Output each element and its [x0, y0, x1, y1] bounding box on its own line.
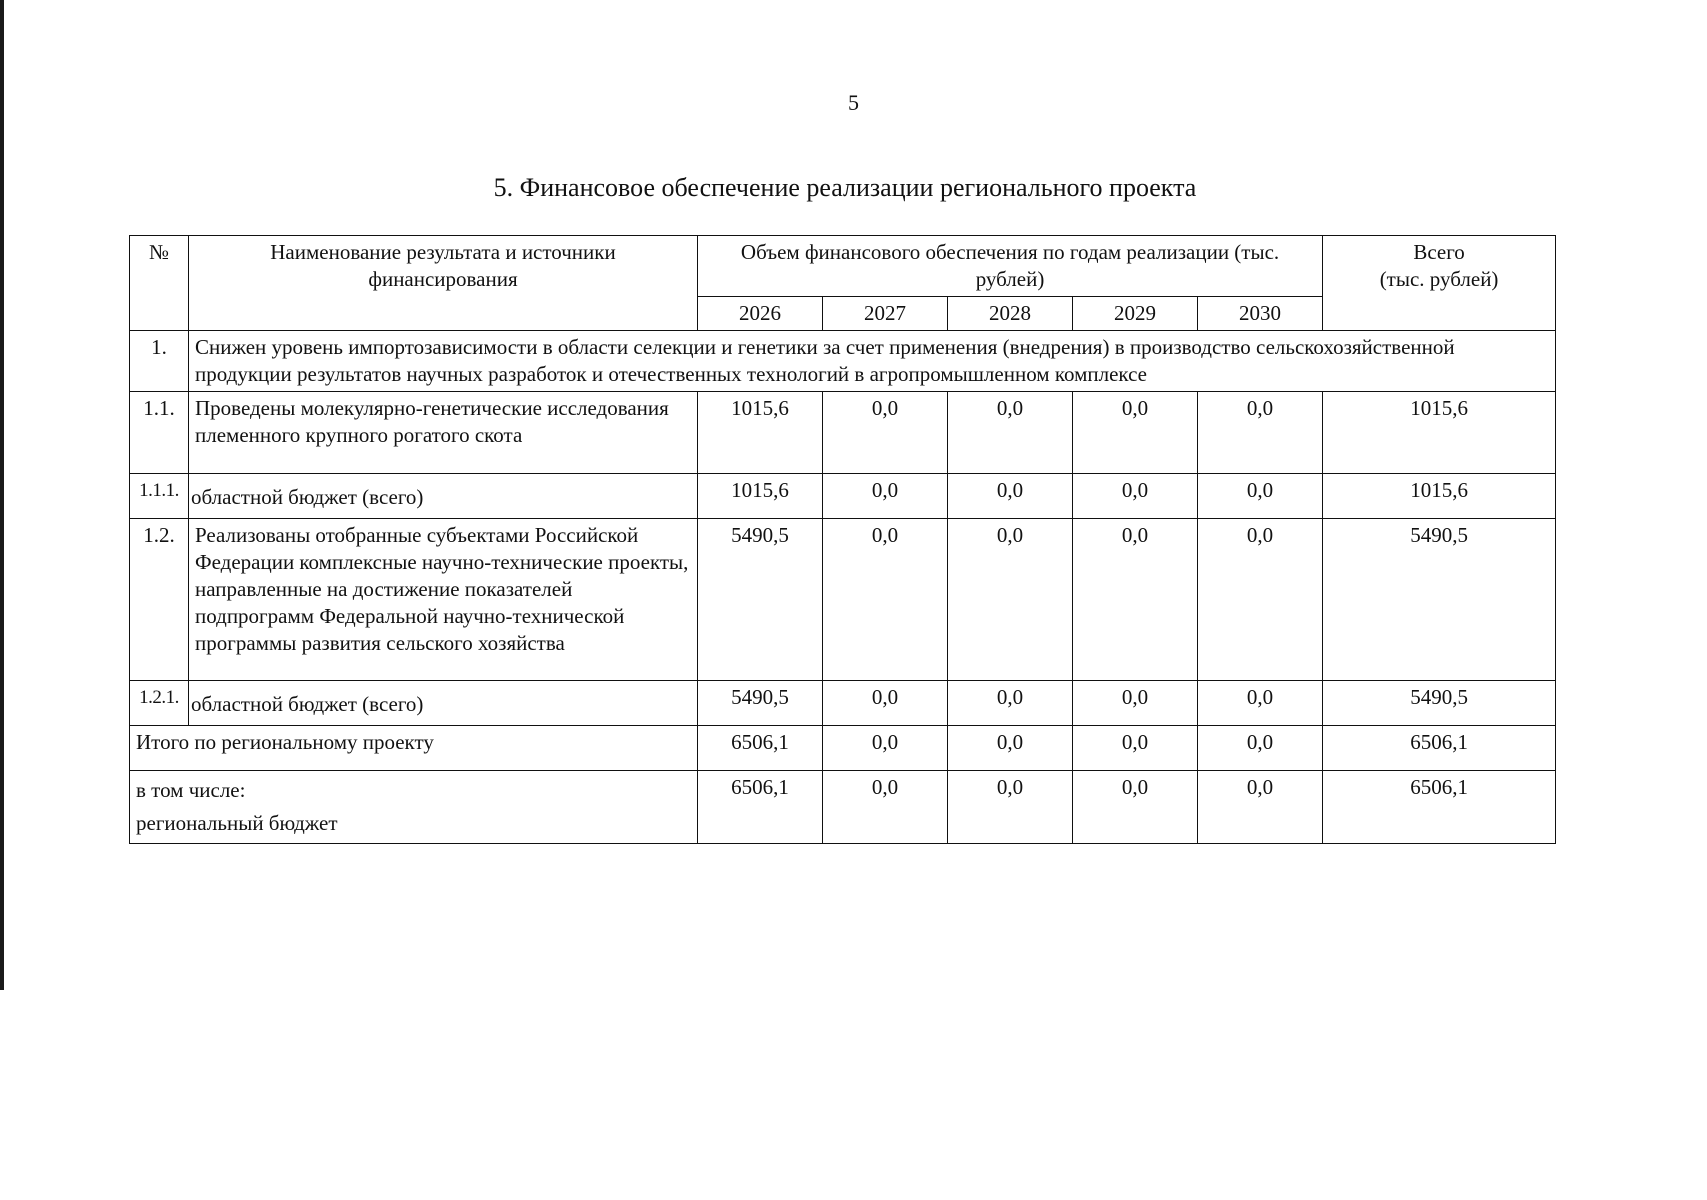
value-cell: 0,0	[948, 726, 1073, 771]
row-name: Реализованы отобранные субъектами Российской Федерации комплексные научно-технические проекты, направленные на достижение показателей подпрограмм Федеральной научно-технической программы развития сельского хозяйства	[189, 519, 698, 681]
value-cell: 0,0	[823, 681, 948, 726]
header-num: №	[130, 236, 189, 331]
value-cell: 0,0	[1073, 392, 1198, 474]
total-cell: 5490,5	[1323, 519, 1556, 681]
row-num: 1.1.1.	[130, 474, 189, 519]
table-row	[130, 474, 1556, 519]
scan-edge-mark	[0, 0, 4, 990]
total-cell: 6506,1	[1323, 726, 1556, 771]
including-label-line1: в том числе:	[136, 778, 246, 802]
value-cell: 0,0	[1198, 474, 1323, 519]
row-name: Проведены молекулярно-генетические исследования племенного крупного рогатого скота	[189, 392, 698, 474]
value-cell: 0,0	[1198, 392, 1323, 474]
value-cell: 0,0	[1198, 726, 1323, 771]
total-cell: 1015,6	[1323, 474, 1556, 519]
header-year: 2028	[948, 297, 1073, 331]
value-cell: 0,0	[1073, 474, 1198, 519]
row-name: областной бюджет (всего)	[189, 681, 698, 726]
value-cell: 0,0	[823, 392, 948, 474]
header-name: Наименование результата и источники финансирования	[189, 236, 698, 331]
section-text: Снижен уровень импортозависимости в области селекции и генетики за счет применения (внедрения) в производство сельскохозяйственной продукции результатов научных разработок и отечественных технологий в агропромышленном комплексе	[189, 331, 1556, 392]
row-name: областной бюджет (всего)	[189, 474, 698, 519]
value-cell: 0,0	[1073, 771, 1198, 844]
value-cell: 0,0	[823, 474, 948, 519]
value-cell: 0,0	[1198, 681, 1323, 726]
table-row	[130, 519, 1556, 681]
total-cell: 6506,1	[1323, 771, 1556, 844]
value-cell: 6506,1	[698, 726, 823, 771]
value-cell: 0,0	[1198, 519, 1323, 681]
value-cell: 0,0	[1073, 726, 1198, 771]
total-row	[130, 726, 1556, 771]
header-year: 2027	[823, 297, 948, 331]
header-volume: Объем финансового обеспечения по годам реализации (тыс. рублей)	[698, 236, 1323, 297]
financing-table	[129, 235, 1556, 844]
table-row	[130, 681, 1556, 726]
value-cell: 0,0	[948, 519, 1073, 681]
section-title: 5. Финансовое обеспечение реализации регионального проекта	[493, 173, 1197, 202]
value-cell: 0,0	[948, 681, 1073, 726]
header-year: 2026	[698, 297, 823, 331]
row-num: 1.2.1.	[130, 681, 189, 726]
row-num: 1.2.	[130, 519, 189, 681]
page-number: 5	[848, 90, 859, 115]
value-cell: 1015,6	[698, 474, 823, 519]
value-cell: 0,0	[1073, 519, 1198, 681]
including-row	[130, 771, 1556, 844]
value-cell: 1015,6	[698, 392, 823, 474]
value-cell: 0,0	[823, 726, 948, 771]
table-row	[130, 392, 1556, 474]
value-cell: 0,0	[823, 519, 948, 681]
value-cell: 0,0	[1073, 681, 1198, 726]
total-row-label: Итого по региональному проекту	[130, 726, 698, 771]
total-cell: 1015,6	[1323, 392, 1556, 474]
header-year: 2030	[1198, 297, 1323, 331]
value-cell: 5490,5	[698, 681, 823, 726]
row-num: 1.1.	[130, 392, 189, 474]
value-cell: 5490,5	[698, 519, 823, 681]
value-cell: 0,0	[948, 474, 1073, 519]
value-cell: 0,0	[948, 771, 1073, 844]
header-total-line1: Всего	[1413, 240, 1465, 264]
header-total	[1323, 236, 1556, 331]
value-cell: 0,0	[823, 771, 948, 844]
value-cell: 6506,1	[698, 771, 823, 844]
including-row-label	[130, 771, 698, 844]
section-row	[130, 331, 1556, 392]
header-row	[130, 236, 1556, 297]
section-num: 1.	[130, 331, 189, 392]
including-label-line2: региональный бюджет	[136, 811, 338, 835]
value-cell: 0,0	[948, 392, 1073, 474]
value-cell: 0,0	[1198, 771, 1323, 844]
header-year: 2029	[1073, 297, 1198, 331]
header-total-line2: (тыс. рублей)	[1379, 267, 1499, 291]
total-cell: 5490,5	[1323, 681, 1556, 726]
